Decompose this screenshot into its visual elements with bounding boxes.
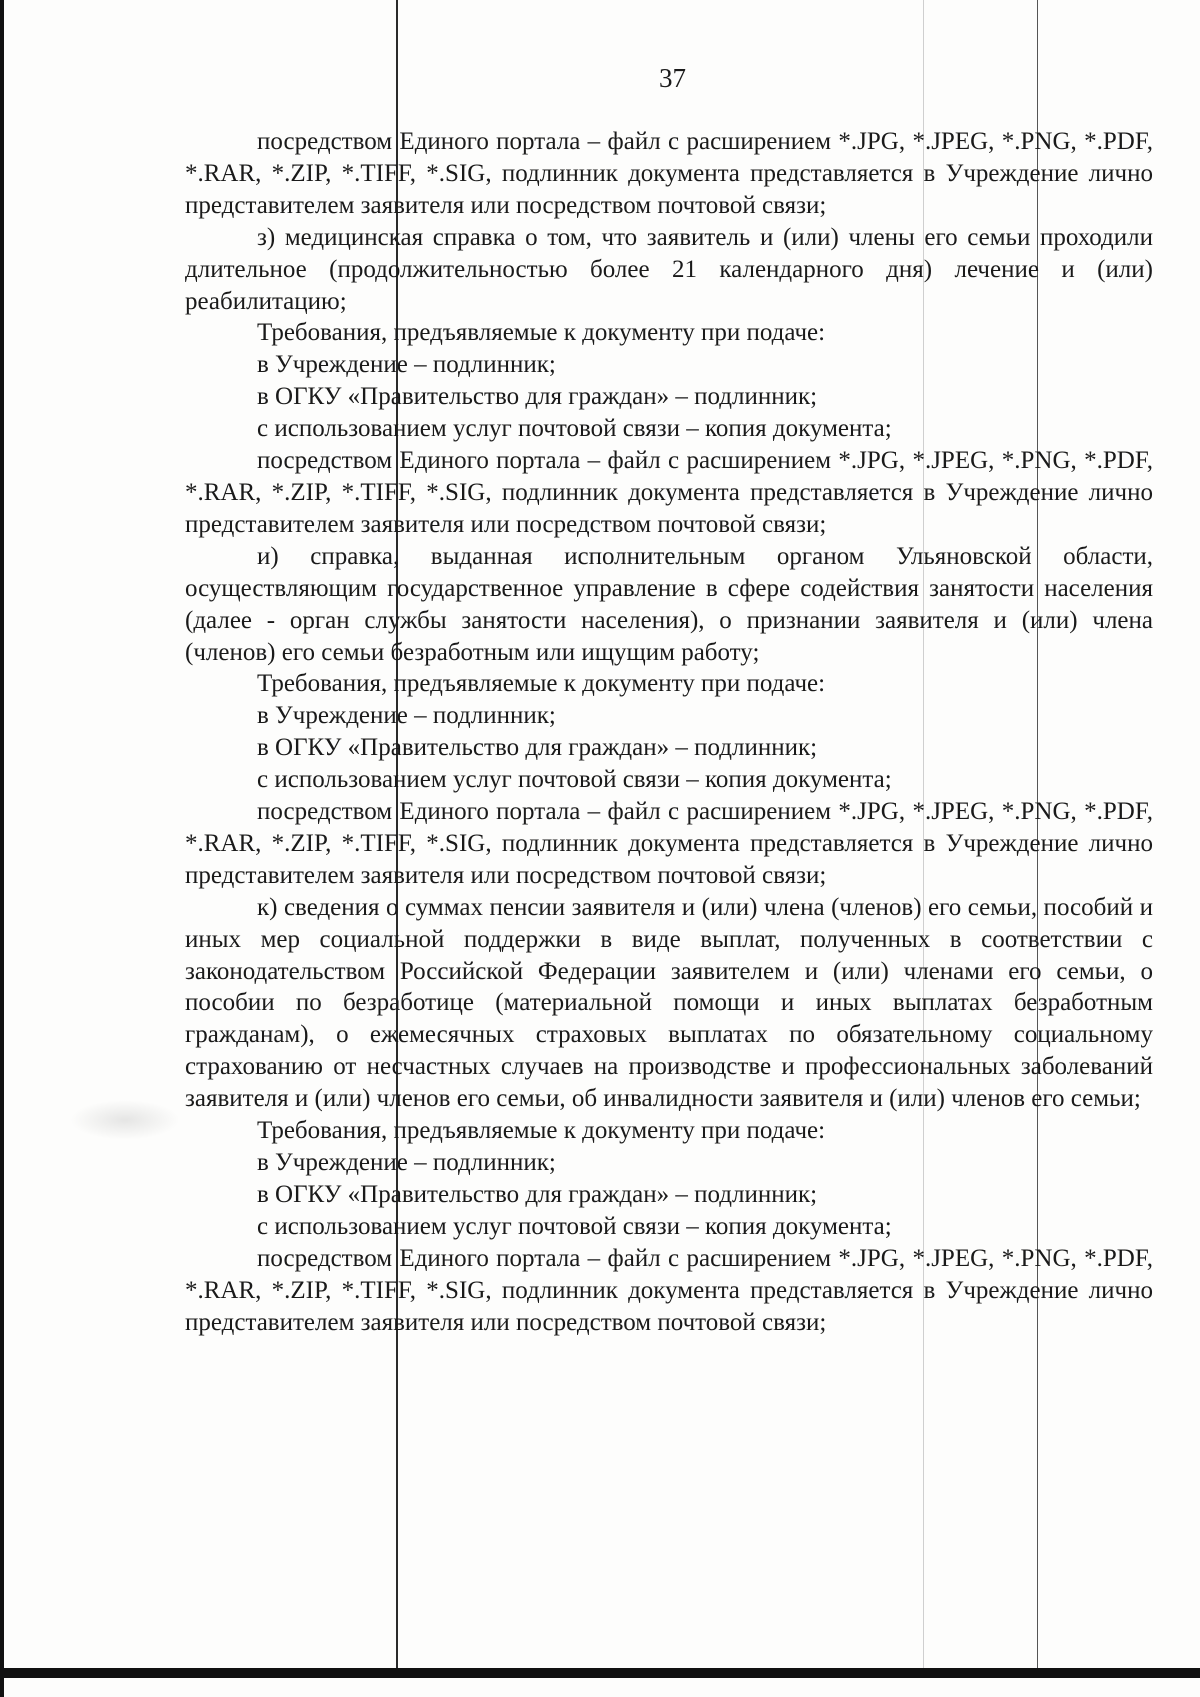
scan-bottom-edge — [0, 1668, 1200, 1678]
paragraph: с использованием услуг почтовой связи – копия документа; — [257, 766, 892, 794]
scan-edge — [0, 0, 4, 1697]
paragraph: к) сведения о суммах пенсии заявителя и (или) члена (членов) его семьи, пособий и иных мер социальной поддержки в виде выплат, полученных в соответствии с законодательством Российской Федерации заявителем и (или) членами его семьи, о пособии по безработице (материальной помощи и иных выплатах безработным гражданам), о ежемесячных страховых выплатах по обязательному социальному страхованию от несчастных случаев на производстве и профессиональных заболеваний заявителя и (или) членов его семьи, об инвалидности заявителя и (или) членов его семьи; — [185, 893, 1153, 1113]
paragraph: посредством Единого портала – файл с расширением *.JPG, *.JPEG, *.PNG, *.PDF, *.RAR, *.ZIP, *.TIFF, *.SIG, подлинник документа представляется в Учреждение лично представителем заявителя или посредством почтовой связи; — [185, 1244, 1153, 1336]
paragraph: Требования, предъявляемые к документу при подаче: — [257, 670, 826, 698]
paragraph: с использованием услуг почтовой связи – копия документа; — [257, 415, 892, 443]
paragraph: в Учреждение – подлинник; — [257, 702, 556, 730]
paragraph: в Учреждение – подлинник; — [257, 1149, 556, 1176]
paragraph: Требования, предъявляемые к документу при подаче: — [257, 1117, 826, 1145]
paragraph: в Учреждение – подлинник; — [257, 351, 556, 379]
paragraph: Требования, предъявляемые к документу при подаче: — [257, 319, 826, 347]
page-number: 37 — [659, 63, 686, 93]
scan-smudge — [70, 1100, 180, 1140]
paragraph: с использованием услуг почтовой связи – копия документа; — [257, 1212, 892, 1240]
paragraph: з) медицинская справка о том, что заявитель и (или) члены его семьи проходили длительное (продолжительностью более 21 календарного дня) лечение и (или) реабилитацию; — [185, 223, 1153, 315]
paragraph: в ОГКУ «Правительство для граждан» – подлинник; — [257, 734, 818, 762]
paragraph: и) справка, выданная исполнительным органом Ульяновской области, осуществляющим государственное управление в сфере содействия занятости населения (далее - орган службы занятости населения), о признании заявителя и (или) члена (членов) его семьи безработным или ищущим работу; — [185, 542, 1153, 666]
paragraph: в ОГКУ «Правительство для граждан» – подлинник; — [257, 383, 818, 411]
paragraph: посредством Единого портала – файл с расширением *.JPG, *.JPEG, *.PNG, *.PDF, *.RAR, *.ZIP, *.TIFF, *.SIG, подлинник документа представляется в Учреждение лично представителем заявителя или посредством почтовой связи; — [185, 798, 1153, 889]
paragraph: посредством Единого портала – файл с расширением *.JPG, *.JPEG, *.PNG, *.PDF, *.RAR, *.ZIP, *.TIFF, *.SIG, подлинник документа представляется в Учреждение лично представителем заявителя или посредством почтовой связи; — [185, 447, 1153, 538]
document-body — [185, 126, 1153, 1338]
paragraph: в ОГКУ «Правительство для граждан» – подлинник; — [257, 1180, 818, 1208]
paragraph: посредством Единого портала – файл с расширением *.JPG, *.JPEG, *.PNG, *.PDF, *.RAR, *.ZIP, *.TIFF, *.SIG, подлинник документа представляется в Учреждение лично представителем заявителя или посредством почтовой связи; — [185, 128, 1153, 219]
